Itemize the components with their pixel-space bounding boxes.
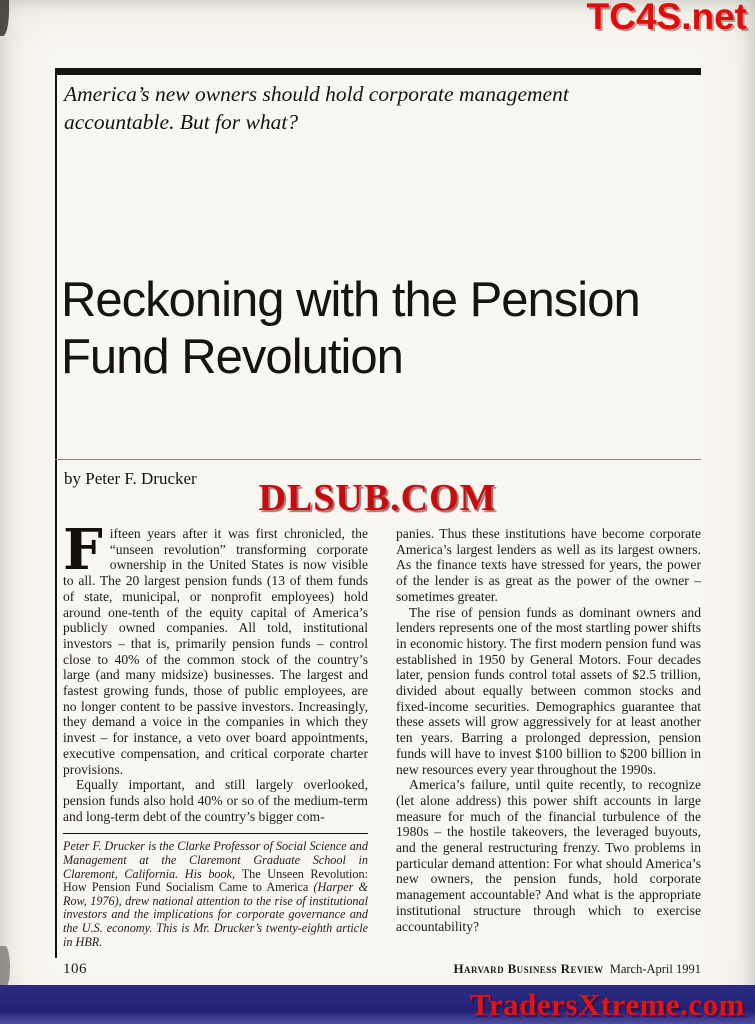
- column-2: [396, 526, 701, 949]
- paragraph-1: [63, 517, 368, 777]
- paragraph-1-text: ifteen years after it was first chronicled, the “unseen revolution” transforming corporate ownership in the United States is now visible to all. The 20 largest pension funds (13 of them funds of state, municipal, or nonprofit employees) hold around one-tenth of the equity capital of America’s publicly owned companies. All told, institutional investors – that is, primarily pension funds – control close to 40% of the common stock of the country’s large (and many midsize) businesses. The largest and fastest growing funds, those of public employees, are no longer content to be passive investors. Increasingly, they demand a voice in the companies in which they invest – for instance, a veto over board appointments, executive compensation, and critical corporate charter provisions.: [63, 526, 368, 777]
- journal-issue: March-April 1991: [609, 962, 701, 976]
- paragraph-4: The rise of pension funds as dominant owners and lenders represents one of the most startling power shifts in economic history. The first modern pension fund was established in 1950 by General Motors. Four decades later, pension funds control total assets of $2.5 trillion, divided about equally between common stocks and fixed-income securities. Demographics guarantee that these assets will grow aggressively for at least another ten years. Barring a prolonged depression, pension funds will have to invest $100 billion to $200 billion in new resources every year throughout the 1990s.: [396, 604, 701, 777]
- article-title: [61, 272, 640, 386]
- dropcap-letter: F: [63, 517, 103, 583]
- journal-name: Harvard Business Review: [453, 961, 604, 976]
- article-deck: America’s new owners should hold corporate management accountable. But for what?: [64, 82, 569, 134]
- article-body: [63, 517, 701, 949]
- column-1: [63, 517, 368, 949]
- scan-artifact-top-left: [0, 0, 9, 36]
- scan-artifact-bottom-left: [0, 946, 10, 988]
- byline-rule: [55, 459, 701, 460]
- title-line-1: Reckoning with the Pension: [61, 273, 640, 327]
- page-number: 106: [63, 961, 87, 977]
- watermark-tc4s: TC4S.net: [586, 0, 747, 37]
- paragraph-3: panies. Thus these institutions have become corporate America’s largest lenders as well as its largest owners. As the finance texts have stressed for years, the power of the lender is as great as the power of the owner – sometimes greater.: [396, 526, 701, 604]
- author-footnote: [63, 833, 368, 949]
- byline: by Peter F. Drucker: [64, 469, 197, 488]
- watermark-tradersxtreme: TradersXtreme.com: [469, 986, 745, 1022]
- bottom-watermark-bar: [0, 985, 755, 1024]
- watermark-dlsub: DLSUB.COM: [258, 477, 497, 519]
- footnote-text-start: Peter F. Drucker is the Clarke Professor of Social Science and Management at the Claremont Graduate School in Claremont, California. His book,: [63, 839, 368, 881]
- footnote-book-title: The Unseen Revolution: How Pension Fund Socialism Came to America: [63, 866, 368, 895]
- journal-line: [454, 961, 701, 977]
- top-rule: [55, 68, 701, 75]
- title-line-2: Fund Revolution: [61, 330, 403, 384]
- paragraph-5: America’s failure, until quite recently, to recognize (let alone address) this power shift accounts in large measure for much of the financial turbulence of the 1980s – the hostile takeovers, the leveraged buyouts, and the general restructuring frenzy. Two problems in particular demand attention: For what should America’s new owners, the pension funds, hold corporate management accountable? And what is the appropriate institutional structure through which to exercise accountability?: [396, 777, 701, 934]
- footnote-text-end: (Harper & Row, 1976), drew national attention to the rise of institutional investors and the implications for corporate governance and the U.S. economy. This is Mr. Drucker’s twenty-eighth article in HBR.: [63, 880, 368, 949]
- paragraph-2: Equally important, and still largely overlooked, pension funds also hold 40% or so of the medium-term and long-term debt of the country’s bigger com-: [63, 777, 368, 824]
- page-footer: [63, 961, 701, 978]
